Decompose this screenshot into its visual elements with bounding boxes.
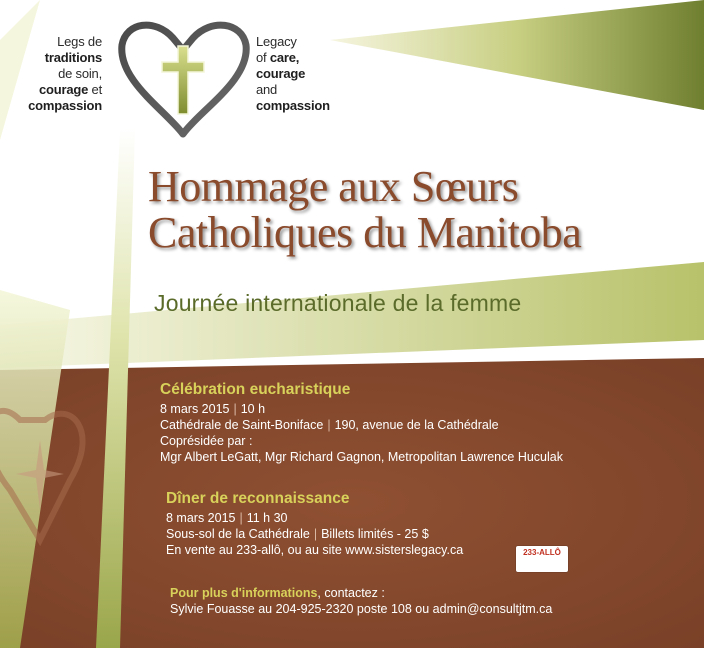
- tagline-fr-line2: traditions: [44, 50, 102, 65]
- dinner-location: Sous-sol de la Cathédrale | Billets limités - 25 $: [166, 527, 429, 541]
- dinner-section: [166, 489, 463, 558]
- info-line: Pour plus d'informations, contactez :: [170, 586, 385, 600]
- title-line2: Catholiques du Manitoba: [148, 208, 582, 257]
- dinner-datetime: 8 mars 2015 | 11 h 30: [166, 511, 288, 525]
- heart-cross-logo-icon: [122, 25, 246, 134]
- celebration-location: Cathédrale de Saint-Boniface | 190, avenue de la Cathédrale: [160, 418, 499, 432]
- tagline-fr-line5: compassion: [28, 98, 102, 113]
- celebration-heading: Célébration eucharistique: [160, 381, 351, 398]
- info-contact[interactable]: Sylvie Fouasse au 204-925-2320 poste 108 ou admin@consultjtm.ca: [170, 602, 553, 616]
- page-subtitle: Journée internationale de la femme: [154, 290, 522, 316]
- tagline-french: [18, 34, 102, 114]
- tagline-en-line1: Legacy: [256, 34, 297, 49]
- title-line1: Hommage aux Sœurs: [148, 162, 519, 211]
- info-section: [170, 585, 552, 617]
- celebration-copresided-names: Mgr Albert LeGatt, Mgr Richard Gagnon, Metropolitan Lawrence Huculak: [160, 450, 563, 464]
- tagline-en-line5: compassion: [256, 98, 330, 113]
- tagline-fr-line1: Legs de: [57, 34, 102, 49]
- celebration-section: [160, 380, 563, 465]
- tagline-english: [256, 34, 366, 114]
- logo-233-text: 233-ALLÔ: [523, 548, 561, 557]
- tagline-fr-line3: de soin,: [58, 66, 102, 81]
- tagline-en-line2: of care,: [256, 50, 300, 65]
- dinner-heading: Dîner de reconnaissance: [166, 490, 350, 507]
- celebration-datetime: 8 mars 2015 | 10 h: [160, 402, 266, 416]
- tagline-en-line3: courage: [256, 66, 306, 81]
- celebration-copresided-label: Coprésidée par :: [160, 434, 253, 448]
- page-title: [148, 164, 581, 256]
- sunburst-ray-top-right: [330, 0, 704, 110]
- logo-233-allo: [516, 546, 568, 572]
- dinner-sales[interactable]: En vente au 233-allô, ou au site www.sisterslegacy.ca: [166, 543, 464, 557]
- tagline-en-line4: and: [256, 82, 278, 97]
- tagline-fr-line4: courage et: [38, 82, 102, 97]
